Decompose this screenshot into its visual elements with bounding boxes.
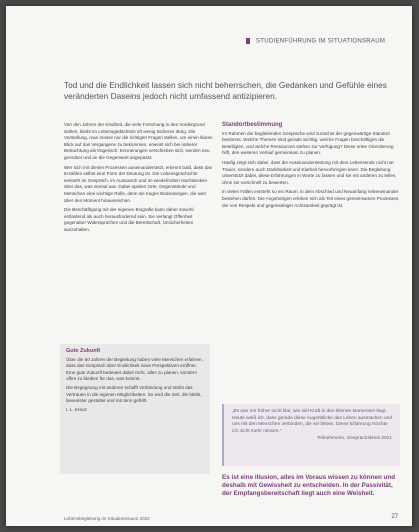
left-column: [64, 122, 214, 237]
box-heading: Gute Zukunft: [66, 348, 101, 354]
quote-text: „Es war mir früher nicht klar, wie viel Kraft in den kleinen Momenten liegt. Heute weiß ich, dass gerade diese Augenblicke das Leben ausmachen und uns mit den Menschen verbinden, die wir lieben. Diese Erfahrung möchte ich nicht mehr missen.“: [232, 409, 393, 434]
box-paragraph: Die Begegnung mit anderen schafft Verbindung und stärkt das Vertrauen in die eigenen Möglichkeiten. So wird die Zeit, die bleibt, bewusster gestaltet und mit Sinn gefüllt.: [66, 384, 202, 404]
footer-text: Lebensbegleitung im Situationsraum 2022: [64, 516, 150, 521]
section-header: [246, 38, 396, 45]
body-paragraph: Häufig zeigt sich dabei, dass die Auseinandersetzung mit dem Lebensende nicht nur Trauer, sondern auch Dankbarkeit und Klarheit hervorbringen kann. Die Begleitung unterstützt dabei, diese Erfahrungen in Worte zu fassen und sie mit anderen zu teilen, ohne sie vorschnell zu bewerten.: [222, 159, 397, 185]
magazine-page: [6, 6, 412, 526]
right-column: [222, 122, 400, 212]
quote-source: Teilnehmerin, Gesprächskreis 2021: [316, 436, 392, 442]
subheading: Standortbestimmung: [222, 122, 283, 128]
page-number: 27: [391, 514, 398, 520]
info-box: [60, 344, 210, 474]
box-paragraph: Über die 50 Jahren der Begleitung haben viele Menschen erfahren, dass das Gespräch über Endlichkeit neue Perspektiven eröffnet. Eine gute Zukunft bedeutet dabei nicht, alles zu planen, sondern offen zu bleiben für das, was kommt.: [66, 356, 203, 382]
body-paragraph: Wer sich mit diesen Prozessen auseinandersetzt, erkennt bald, dass das Erzählen selbst eine Form der Deutung ist. Die Lebensgeschichte entsteht im Gespräch, im Austausch und im wiederholten Nachdenken über das, was einmal war. Dabei spielen Orte, Gegenstände und Menschen eine wichtige Rolle, denn sie tragen Bedeutungen, die weit über den Moment hinausreichen.: [64, 164, 213, 203]
box-signature: I. L. Kreuz: [66, 406, 87, 412]
section-title: STUDIENFÜHRUNG IM SITUATIONSRAUM: [255, 38, 386, 45]
quote-box: [222, 404, 400, 466]
intro-lead: Tod und die Endlichkeit lassen sich nicht beherrschen, die Gedanken und Gefühle eines veränderten Daseins jedoch nicht umfassend antizipieren.: [64, 80, 387, 101]
body-paragraph: Im Rahmen der begleitenden Gespräche wird zunächst der gegenwärtige Standort bestimmt. Welche Themen sind gerade wichtig, welche Fragen beschäftigen die Beteiligten, und welche Ressourcen stehen zur Verfügung? Diese erste Orientierung hilft, den weiteren Verlauf gemeinsam zu planen.: [222, 130, 394, 156]
pull-quote: Es ist eine Illusion, alles im Voraus wissen zu können und deshalb mit Gewissheit zu entscheiden. In der Passivität, der Empfangsbereitschaft liegt auch eine Weisheit.: [222, 474, 396, 497]
body-paragraph: Von den Jahren der Kindheit, die viele Forschung in den Vordergrund stellen, bleibt im Lebensgedächtnis oft wenig Sicheres übrig. Die Vorstellung, man müsse nur die richtigen Fragen stellen, um einen klaren Blick auf das Vergangene zu bekommen, erweist sich bei näherer Betrachtung als trügerisch. Erinnerungen verschieben sich, werden neu geordnet und an die Gegenwart angepasst.: [64, 122, 213, 160]
body-paragraph: Die Beschäftigung mit der eigenen Biografie kann daher sowohl entlastend als auch herausfordernd sein. Sie verlangt Offenheit gegenüber Widersprüchen und die Bereitschaft, Unsicherheiten auszuhalten.: [64, 207, 194, 232]
section-marker: [246, 38, 250, 44]
body-paragraph: In vielen Fällen entsteht so ein Raum, in dem Abschied und Neuanfang nebeneinander bestehen dürfen. Die Angehörigen erleben sich als Teil eines gemeinsamen Prozesses, der von Respekt und gegenseitiger Achtsamkeit geprägt ist.: [222, 189, 400, 208]
